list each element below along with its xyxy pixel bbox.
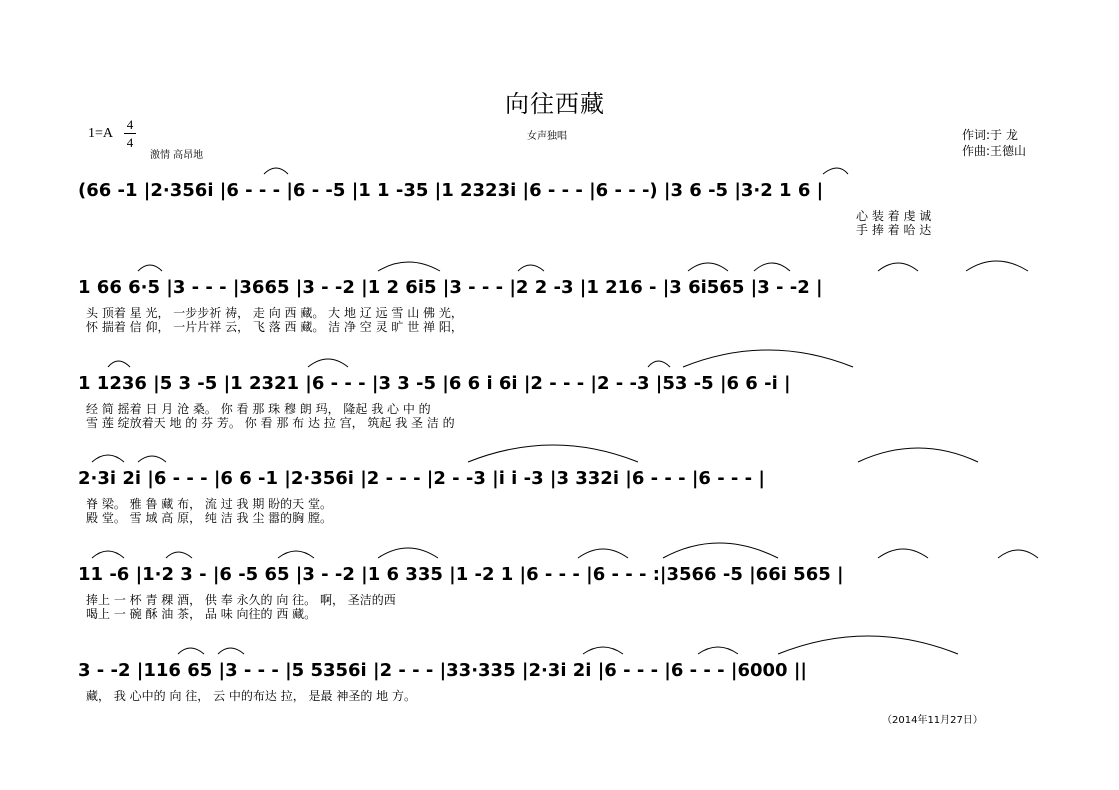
lyrics-verse-2: 雪 莲 绽放着天 地 的 芬 芳。 你 看 那 布 达 拉 宫， 筑起 我 圣 洁 的 xyxy=(86,416,455,430)
lyrics-verse-1: 藏， 我 心中的 向 往， 云 中的布达 拉， 是最 神圣的 地 方。 xyxy=(86,689,416,703)
key-signature: 1=A xyxy=(88,126,114,141)
credits xyxy=(962,127,1026,159)
lyrics-verse-1: 头 顶着 星 光， 一步步祈 祷， 走 向 西 藏。 大 地 辽 远 雪 山 佛 光， xyxy=(86,306,463,320)
lyrics-verse-2: 手 捧 着 哈 达 xyxy=(856,223,932,237)
notation-line: 3 - -2 |116 65 |3 - - - |5 5356i |2 - - - |33·335 |2·3i 2i |6 - - - |6 - - - |6000 || xyxy=(78,660,807,681)
lyrics-verse-1: 经 简 摇着 日 月 沧 桑。 你 看 那 珠 穆 朗 玛， 隆起 我 心 中 的 xyxy=(86,402,431,416)
time-signature xyxy=(124,117,136,150)
lyrics-verse-2: 喝上 一 碗 酥 油 茶， 品 味 向往的 西 藏。 xyxy=(86,607,317,621)
composer: 作曲:王德山 xyxy=(962,144,1027,158)
time-signature-bottom: 4 xyxy=(126,135,134,150)
time-signature-line xyxy=(124,133,136,134)
notation-line: 1 66 6·5 |3 - - - |3665 |3 - -2 |1 2 6i5 |3 - - - |2 2 -3 |1 216 - |3 6i565 |3 - -2 | xyxy=(78,277,823,298)
lyrics-verse-1: 心 装 着 虔 诚 xyxy=(856,209,932,223)
lyrics-verse-2: 怀 揣着 信 仰， 一片片祥 云， 飞 落 西 藏。 洁 净 空 灵 旷 世 禅 阳， xyxy=(86,320,463,334)
composition-date: （2014年11月27日） xyxy=(882,715,983,726)
notation-line: 1 1236 |5 3 -5 |1 2321 |6 - - - |3 3 -5 |6 6 i 6i |2 - - - |2 - -3 |53 -5 |6 6 -i | xyxy=(78,373,791,394)
performance-note: 女声独唱 xyxy=(527,131,567,142)
tempo-marking: 激情 高昂地 xyxy=(150,150,204,161)
notation-line: 11 -6 |1·2 3 - |6 -5 65 |3 - -2 |1 6 335 |1 -2 1 |6 - - - |6 - - - :|3566 -5 |66i 565 | xyxy=(78,564,844,585)
song-title: 向往西藏 xyxy=(505,90,605,118)
lyrics-verse-1: 脊 梁。 雅 鲁 藏 布， 流 过 我 期 盼的天 堂。 xyxy=(86,497,332,511)
lyricist: 作词:于 龙 xyxy=(962,128,1018,142)
notation-line: (66 -1 |2·356i |6 - - - |6 - -5 |1 1 -35 |1 2323i |6 - - - |6 - - -) |3 6 -5 |3·2 1 6 | xyxy=(78,180,824,201)
lyrics-verse-1: 捧上 一 杯 青 稞 酒， 供 奉 永久的 向 往。 啊， 圣洁的西 xyxy=(86,593,396,607)
notation-line: 2·3i 2i |6 - - - |6 6 -1 |2·356i |2 - - - |2 - -3 |i i -3 |3 332i |6 - - - |6 - - - | xyxy=(78,468,765,489)
lyrics-verse-2: 殿 堂。 雪 域 高 原， 纯 洁 我 尘 嚣的胸 膛。 xyxy=(86,511,332,525)
time-signature-top: 4 xyxy=(126,117,134,132)
